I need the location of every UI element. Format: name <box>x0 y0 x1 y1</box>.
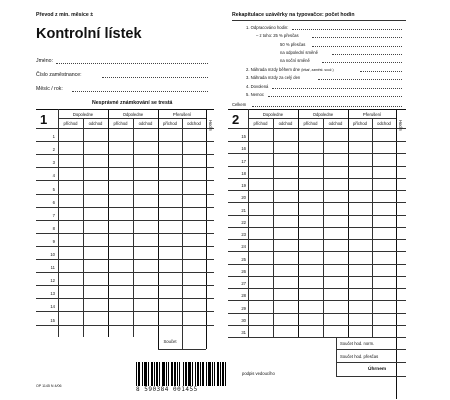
right-row-number: 17 <box>241 158 246 164</box>
right-row-number: 31 <box>241 330 246 335</box>
month-year-label: Měsíc / rok: <box>36 86 63 92</box>
left-row-number: 1 <box>52 134 55 140</box>
right-out-3: odchod <box>377 121 391 126</box>
left-row-number: 11 <box>50 265 55 271</box>
right-row-number: 23 <box>241 232 246 238</box>
left-out-1: odchod <box>88 121 103 126</box>
recap-line-1: 1. Odpracováno hodin: <box>246 25 289 30</box>
recap-line-4: 4. Dovolená <box>246 84 269 89</box>
recap-line-50: 50 % přesčas <box>280 42 306 47</box>
left-row-number: 7 <box>52 212 55 218</box>
page-title: Kontrolní lístek <box>36 26 142 42</box>
left-row-number: 13 <box>50 291 55 297</box>
left-group-morning: Dopoledne <box>72 112 94 117</box>
left-row-number: 3 <box>52 160 55 166</box>
barcode <box>136 362 226 386</box>
left-row-number: 2 <box>52 147 55 153</box>
recap-line-3: 3. Náhrada mzdy za celý den <box>246 75 301 80</box>
recap-line-2: 2. Náhrada mzdy během dne (lékař, zaměst. souž.) <box>246 67 334 72</box>
right-row-number: 25 <box>241 256 246 262</box>
name-field[interactable] <box>56 63 208 64</box>
recap-line-25: – z toho: 25 % přesčas <box>256 33 299 38</box>
right-row-number: 21 <box>241 207 246 213</box>
left-row-number: 8 <box>52 225 55 231</box>
left-row-number: 6 <box>52 199 55 205</box>
employee-no-field[interactable] <box>102 77 208 78</box>
left-row-number: 15 <box>50 317 55 323</box>
left-in-1: příchod <box>63 121 78 126</box>
incorrect-note: Nesprávné známkování se trestá <box>92 100 173 106</box>
form-code: OP 1145 N 4/06 <box>36 384 62 388</box>
left-row-number: 10 <box>50 252 55 257</box>
right-row-number: 20 <box>241 195 246 201</box>
right-group-morning: Dopoledne <box>262 112 284 117</box>
recap-title: Rekapitulace uzávěrky na typovačce: počet hodin <box>232 12 355 18</box>
left-row-number: 12 <box>50 278 55 284</box>
right-row-number: 18 <box>241 170 246 176</box>
right-hours-label: Hodin <box>397 120 403 131</box>
right-out-1: odchod <box>278 121 293 126</box>
left-out-2: odchod <box>138 121 153 126</box>
employee-no-label: Číslo zaměstnance: <box>36 72 82 78</box>
recap-line-night: na noční směně <box>280 58 310 63</box>
right-out-2: odchod <box>328 121 343 126</box>
right-group-break: Přerušení <box>362 112 382 117</box>
right-row-number: 19 <box>241 183 246 189</box>
month-year-field[interactable] <box>72 91 208 92</box>
recap-total: Celkem <box>232 102 247 107</box>
left-row-number: 9 <box>52 238 55 244</box>
left-hours-label: Hodin <box>207 120 213 131</box>
left-group-break: Přerušení <box>172 112 192 117</box>
total-overtime-label: Součet hod. přesčas <box>340 354 379 359</box>
left-sum-label: Součet <box>163 339 177 344</box>
right-row-number: 27 <box>241 281 246 286</box>
right-row-number: 28 <box>241 293 246 299</box>
right-row-number: 29 <box>241 305 246 311</box>
right-in-1: příchod <box>253 121 268 126</box>
left-row-number: 14 <box>50 304 55 310</box>
right-in-3: příchod <box>353 121 367 126</box>
left-in-2: příchod <box>113 121 128 126</box>
grand-total-label: Úhrnem <box>368 367 387 372</box>
right-row-number: 16 <box>241 146 246 152</box>
right-row-number: 22 <box>241 219 246 225</box>
right-row-number: 15 <box>241 134 246 140</box>
right-in-2: příchod <box>303 121 318 126</box>
barcode-digits: 8 590384 001455 <box>136 386 198 393</box>
section-1-number: 1 <box>40 112 48 127</box>
right-row-number: 26 <box>241 268 246 274</box>
recap-line-afternoon: na odpolední směně <box>280 50 318 55</box>
right-group-afternoon: Odpoledne <box>312 112 334 117</box>
left-out-3: odchod <box>187 121 201 126</box>
left-in-3: příchod <box>163 121 177 126</box>
recap-line-5: 5. Nemoc <box>246 92 264 97</box>
right-row-number: 24 <box>241 244 246 250</box>
supervisor-signature-label: podpis vedoucího <box>242 371 275 376</box>
left-row-number: 4 <box>52 173 55 179</box>
left-group-afternoon: Odpoledne <box>122 112 144 117</box>
right-row-number: 30 <box>241 317 246 323</box>
left-row-number: 5 <box>52 186 55 192</box>
name-label: Jméno: <box>36 58 54 64</box>
total-norm-label: Součet hod. norm. <box>340 341 375 346</box>
transfer-label: Převod z min. měsíce ± <box>36 12 94 18</box>
section-2-number: 2 <box>232 112 240 127</box>
